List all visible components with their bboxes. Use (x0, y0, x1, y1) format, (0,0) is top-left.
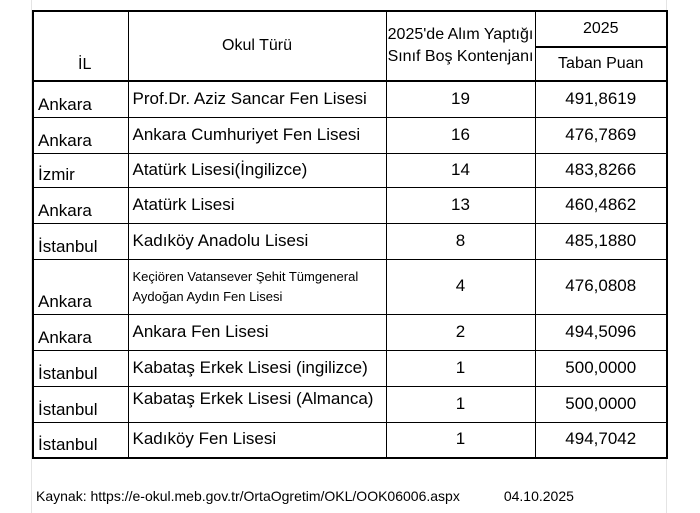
cell-okul: Kadıköy Fen Lisesi (128, 422, 386, 458)
cell-il: Ankara (33, 314, 128, 350)
cell-okul: Prof.Dr. Aziz Sancar Fen Lisesi (128, 81, 386, 117)
header-kontenjan: 2025'de Alım Yaptığı Sınıf Boş Kontenjanı (386, 11, 535, 81)
date-text: 04.10.2025 (503, 488, 574, 504)
cell-puan: 491,8619 (535, 81, 667, 117)
header-taban-puan: Taban Puan (535, 47, 667, 81)
cell-il: İstanbul (33, 350, 128, 386)
source-footer (36, 488, 574, 504)
table-row (33, 153, 667, 187)
header-year: 2025 (535, 11, 667, 47)
cell-il: İstanbul (33, 422, 128, 458)
table-row (33, 314, 667, 350)
cell-puan: 460,4862 (535, 187, 667, 223)
cell-kontenjan: 16 (386, 117, 535, 153)
cell-kontenjan: 1 (386, 386, 535, 422)
cell-il: Ankara (33, 187, 128, 223)
cell-puan: 485,1880 (535, 223, 667, 259)
cell-okul (128, 386, 386, 422)
table-row (33, 422, 667, 458)
table-row (33, 81, 667, 117)
table-row (33, 350, 667, 386)
cell-puan: 494,7042 (535, 422, 667, 458)
cell-kontenjan: 8 (386, 223, 535, 259)
cell-okul: Atatürk Lisesi(İngilizce) (128, 153, 386, 187)
table-row (33, 117, 667, 153)
cell-okul: Atatürk Lisesi (128, 187, 386, 223)
cell-kontenjan: 1 (386, 350, 535, 386)
cell-puan: 476,0808 (535, 259, 667, 314)
source-text: Kaynak: https://e-okul.meb.gov.tr/OrtaOgretim/OKL/OOK06006.aspx (36, 488, 460, 504)
cell-kontenjan: 4 (386, 259, 535, 314)
table-row (33, 259, 667, 314)
schools-table (32, 10, 668, 459)
cell-puan: 483,8266 (535, 153, 667, 187)
cell-okul: Keçiören Vatansever Şehit Tümgeneral Aydoğan Aydın Fen Lisesi (128, 259, 386, 314)
cell-kontenjan: 2 (386, 314, 535, 350)
header-okul-turu: Okul Türü (128, 11, 386, 81)
cell-puan: 476,7869 (535, 117, 667, 153)
cell-okul: Kadıköy Anadolu Lisesi (128, 223, 386, 259)
cell-il: Ankara (33, 259, 128, 314)
cell-il: İstanbul (33, 223, 128, 259)
cell-puan: 494,5096 (535, 314, 667, 350)
cell-okul: Ankara Fen Lisesi (128, 314, 386, 350)
header-il: İL (33, 11, 128, 81)
cell-okul-text: Kabataş Erkek Lisesi (Almanca) (132, 388, 374, 408)
cell-kontenjan: 1 (386, 422, 535, 458)
cell-puan: 500,0000 (535, 350, 667, 386)
cell-il: Ankara (33, 117, 128, 153)
table-row (33, 187, 667, 223)
cell-okul: Kabataş Erkek Lisesi (ingilizce) (128, 350, 386, 386)
cell-il: İstanbul (33, 386, 128, 422)
cell-okul: Ankara Cumhuriyet Fen Lisesi (128, 117, 386, 153)
cell-puan: 500,0000 (535, 386, 667, 422)
cell-il: Ankara (33, 81, 128, 117)
cell-kontenjan: 19 (386, 81, 535, 117)
cell-kontenjan: 14 (386, 153, 535, 187)
table-row (33, 386, 667, 422)
table-row (33, 223, 667, 259)
cell-kontenjan: 13 (386, 187, 535, 223)
cell-il: İzmir (33, 153, 128, 187)
